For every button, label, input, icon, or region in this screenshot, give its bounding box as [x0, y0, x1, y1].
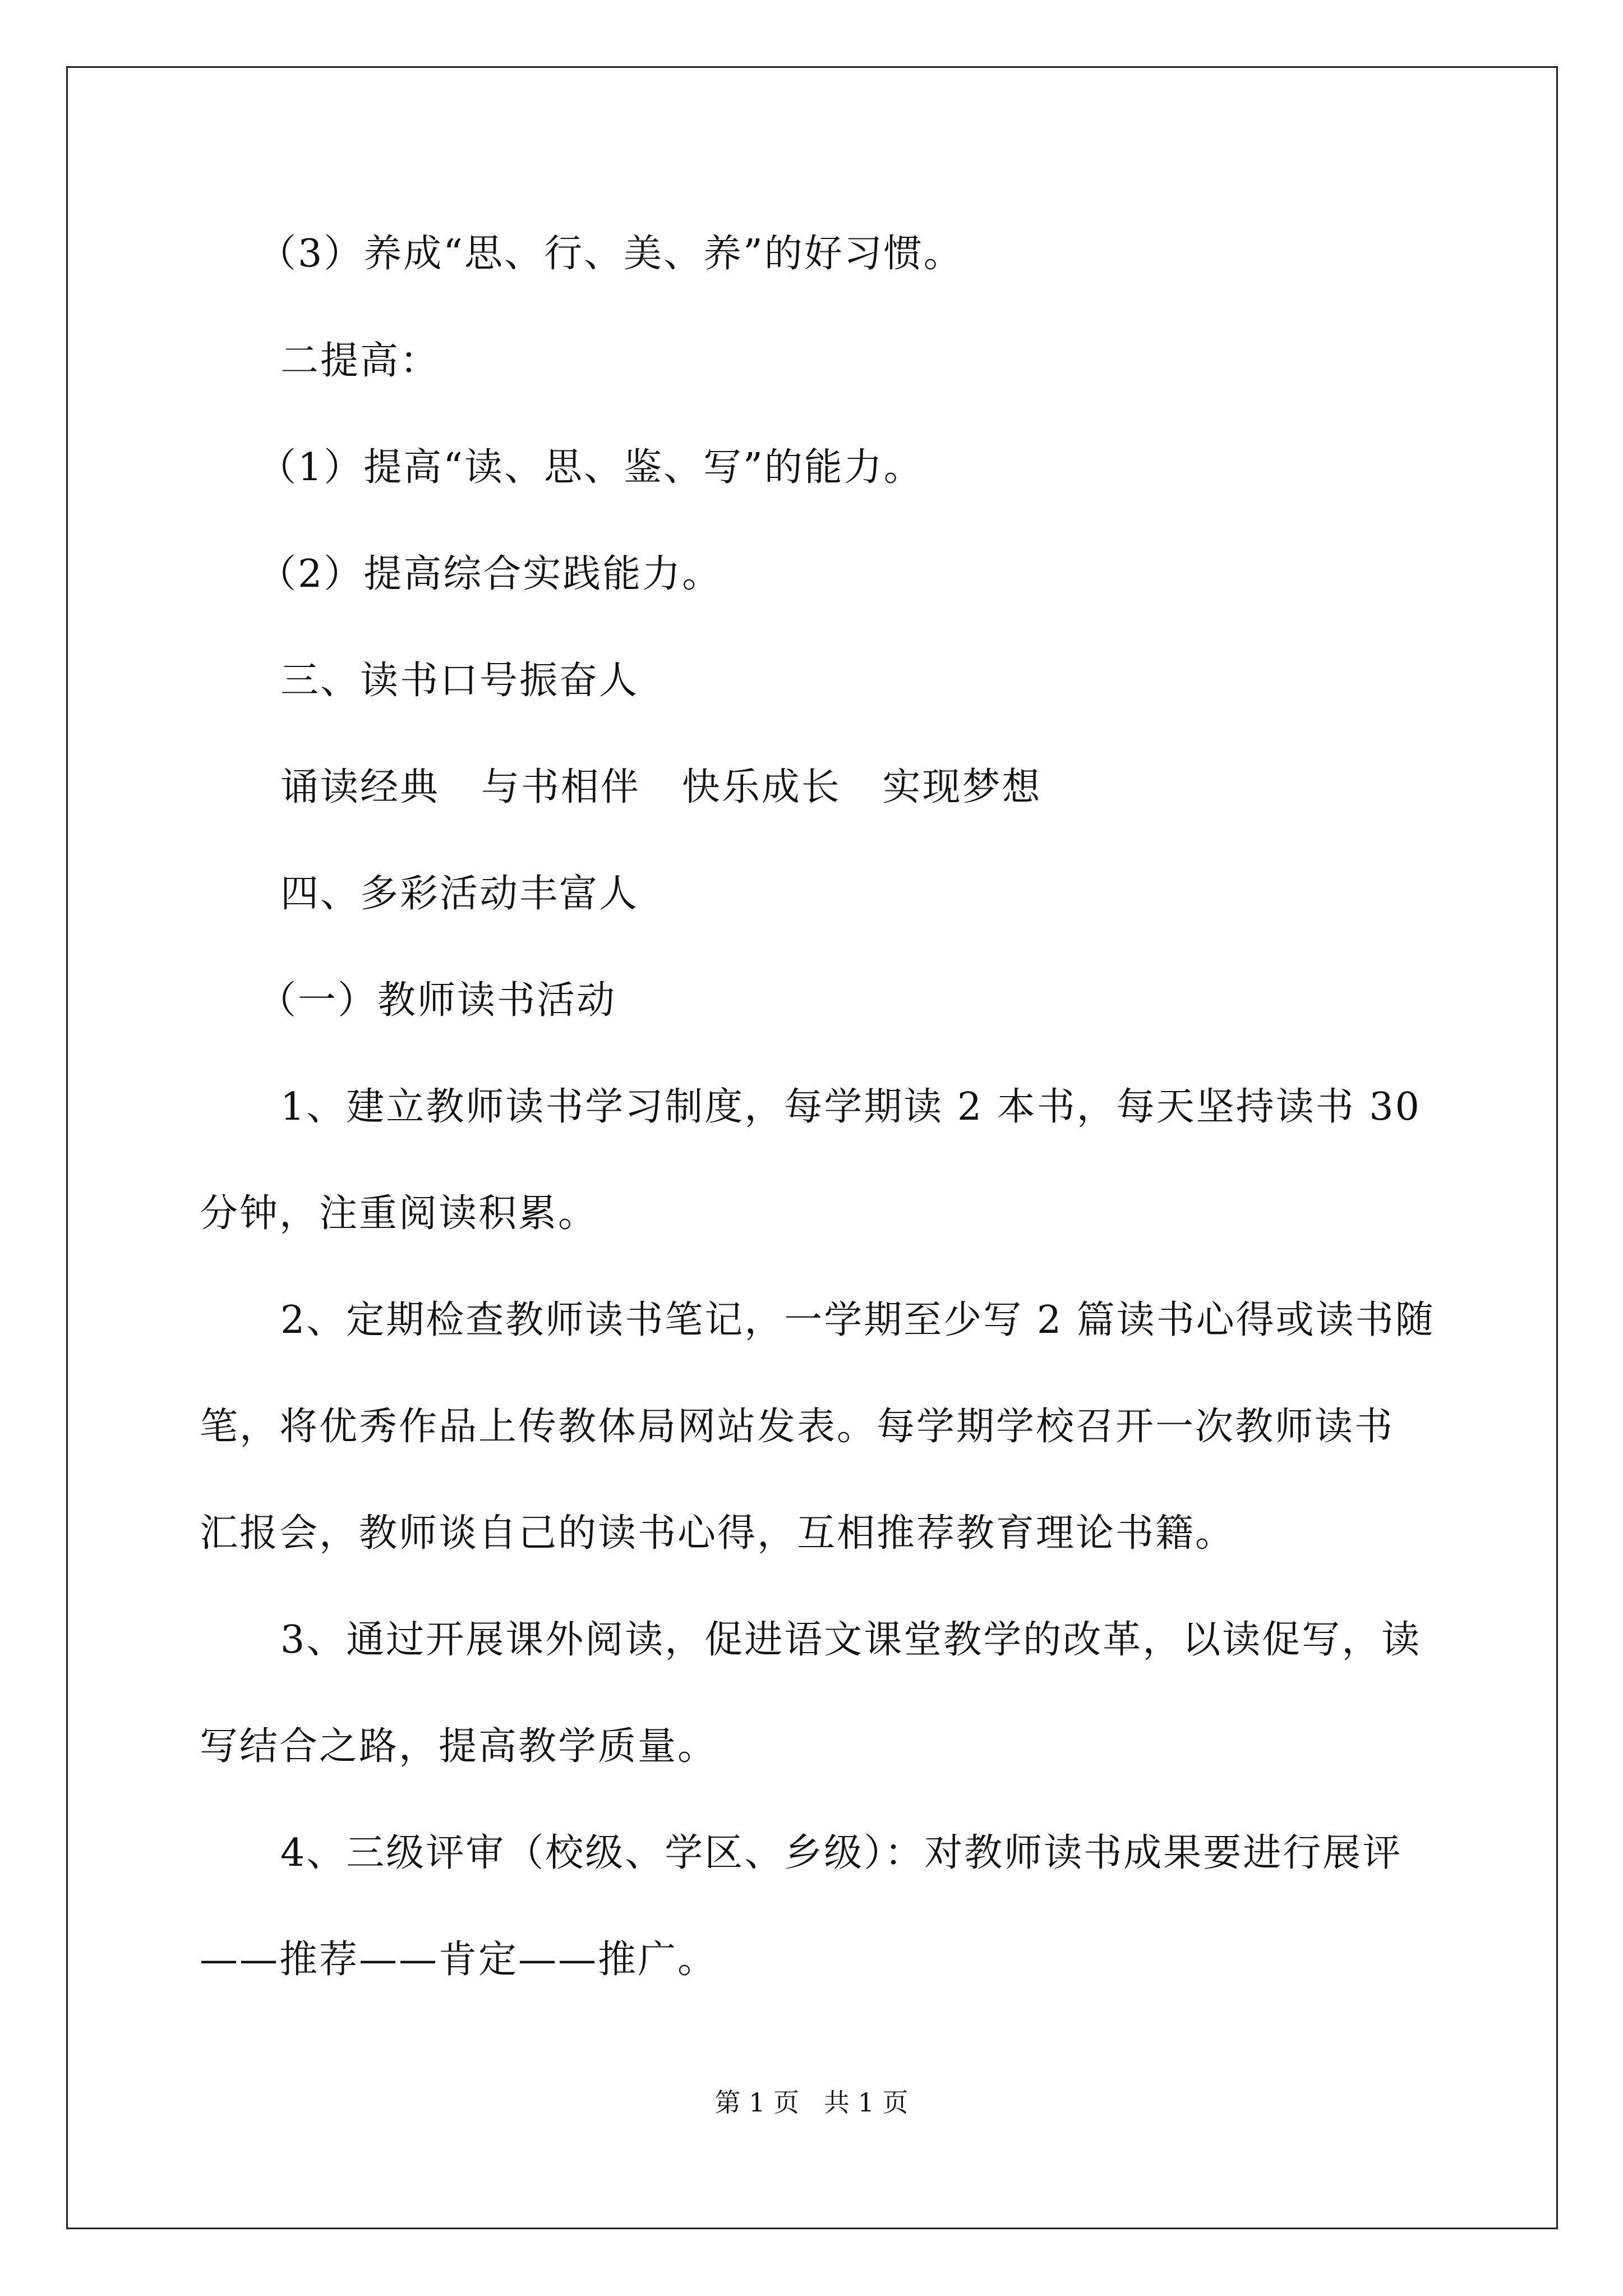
text-line-practice-ability: （2）提高综合实践能力。: [258, 552, 722, 596]
page-border: [66, 66, 1558, 2229]
text-line-slogan-heading: 三、读书口号振奋人: [280, 659, 639, 703]
text-line-item3: 3、通过开展课外阅读，促进语文课堂教学的改革，以读促写，读: [280, 1618, 1422, 1662]
text-line-teacher-reading-heading: （一）教师读书活动: [258, 978, 617, 1023]
text-line-activities-heading: 四、多彩活动丰富人: [280, 872, 639, 916]
text-line-reading-ability: （1）提高“读、思、鉴、写”的能力。: [258, 445, 924, 490]
text-line-habit: （3）养成“思、行、美、养”的好习惯。: [258, 232, 963, 276]
text-line-item1: 1、建立教师读书学习制度，每学期读 2 本书，每天坚持读书 30: [280, 1085, 1421, 1129]
text-line-item1-cont: 分钟，注重阅读积累。: [200, 1191, 598, 1236]
text-line-item3-cont: 写结合之路，提高教学质量。: [200, 1724, 718, 1769]
text-line-improve-heading: 二提高：: [280, 339, 440, 383]
text-line-item2: 2、定期检查教师读书笔记，一学期至少写 2 篇读书心得或读书随: [280, 1298, 1435, 1342]
text-line-item4-cont: ——推荐——肯定——推广。: [200, 1938, 718, 1982]
page-footer: 第 1 页 共 1 页: [714, 2087, 909, 2118]
text-line-item2-cont1: 笔，将优秀作品上传教体局网站发表。每学期学校召开一次教师读书: [200, 1405, 1395, 1449]
text-line-slogan: 诵读经典 与书相伴 快乐成长 实现梦想: [280, 765, 1042, 809]
text-line-item2-cont2: 汇报会，教师谈自己的读书心得，互相推荐教育理论书籍。: [200, 1511, 1235, 1556]
text-line-item4: 4、三级评审（校级、学区、乡级）：对教师读书成果要进行展评: [280, 1831, 1403, 1875]
